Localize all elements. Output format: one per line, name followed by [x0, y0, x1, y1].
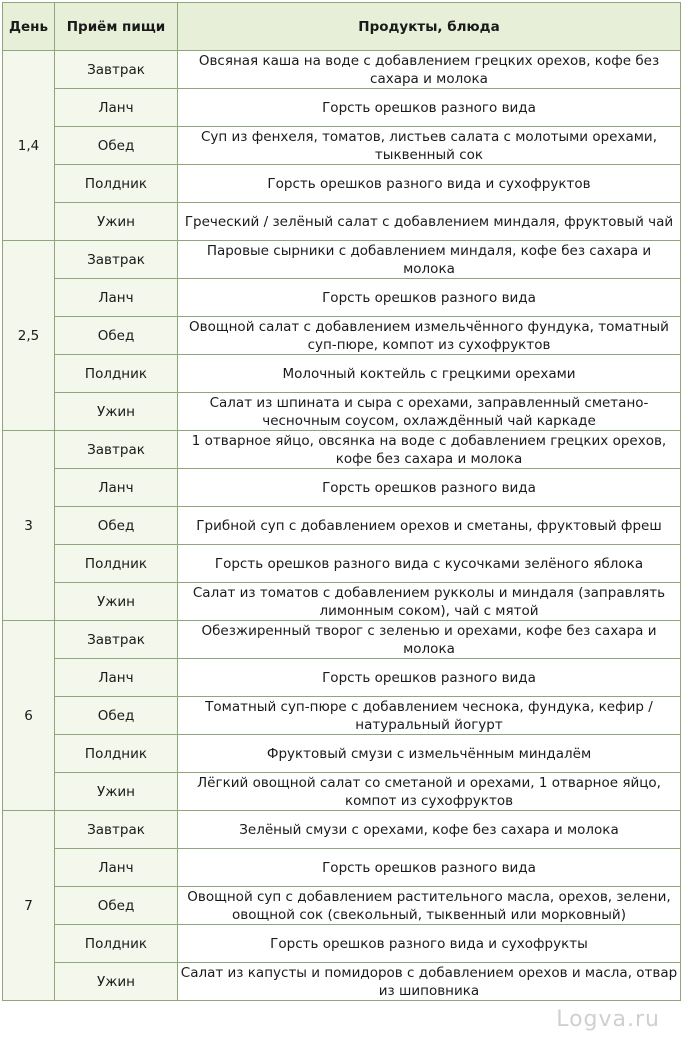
table-row	[3, 735, 681, 773]
meal-cell: Обед	[55, 887, 178, 925]
food-cell: Горсть орешков разного вида и сухофруктов	[178, 165, 681, 203]
meal-cell: Ланч	[55, 469, 178, 507]
header-food: Продукты, блюда	[178, 3, 681, 51]
meal-cell: Ланч	[55, 89, 178, 127]
food-cell: Овсяная каша на воде с добавлением грецких орехов, кофе без сахара и молока	[178, 51, 681, 89]
food-cell: Обезжиренный творог с зеленью и орехами, кофе без сахара и молока	[178, 621, 681, 659]
meal-cell: Завтрак	[55, 241, 178, 279]
food-cell: Томатный суп-пюре с добавлением чеснока, фундука, кефир / натуральный йогурт	[178, 697, 681, 735]
meal-cell: Полдник	[55, 925, 178, 963]
table-row	[3, 849, 681, 887]
table-row	[3, 431, 681, 469]
table-row	[3, 925, 681, 963]
table-row	[3, 165, 681, 203]
table-row	[3, 887, 681, 925]
meal-cell: Ужин	[55, 773, 178, 811]
table-row	[3, 127, 681, 165]
table-row	[3, 279, 681, 317]
day-cell: 7	[3, 811, 55, 1001]
meal-cell: Обед	[55, 127, 178, 165]
meal-cell: Полдник	[55, 545, 178, 583]
table-row	[3, 89, 681, 127]
table-row	[3, 963, 681, 1001]
table-row	[3, 317, 681, 355]
food-cell: Зелёный смузи с орехами, кофе без сахара и молока	[178, 811, 681, 849]
table-body	[3, 51, 681, 1001]
food-cell: Салат из томатов с добавлением рукколы и миндаля (заправлять лимонным соком), чай с мятой	[178, 583, 681, 621]
table-row	[3, 811, 681, 849]
meal-cell: Завтрак	[55, 621, 178, 659]
meal-cell: Обед	[55, 317, 178, 355]
table-row	[3, 393, 681, 431]
table-row	[3, 773, 681, 811]
meal-cell: Обед	[55, 697, 178, 735]
day-cell: 2,5	[3, 241, 55, 431]
table-row	[3, 621, 681, 659]
food-cell: Салат из шпината и сыра с орехами, заправленный сметано-чесночным соусом, охлаждённый чай каркаде	[178, 393, 681, 431]
table-header-row	[3, 3, 681, 51]
food-cell: Горсть орешков разного вида и сухофрукты	[178, 925, 681, 963]
meal-cell: Завтрак	[55, 51, 178, 89]
food-cell: Горсть орешков разного вида	[178, 279, 681, 317]
meal-cell: Ланч	[55, 849, 178, 887]
food-cell: Греческий / зелёный салат с добавлением миндаля, фруктовый чай	[178, 203, 681, 241]
food-cell: Грибной суп с добавлением орехов и сметаны, фруктовый фреш	[178, 507, 681, 545]
meal-cell: Ланч	[55, 659, 178, 697]
food-cell: Овощной салат с добавлением измельчённого фундука, томатный суп-пюре, компот из сухофруктов	[178, 317, 681, 355]
food-cell: Горсть орешков разного вида с кусочками зелёного яблока	[178, 545, 681, 583]
table-row	[3, 545, 681, 583]
food-cell: Лёгкий овощной салат со сметаной и орехами, 1 отварное яйцо, компот из сухофруктов	[178, 773, 681, 811]
meal-cell: Ужин	[55, 583, 178, 621]
table-row	[3, 697, 681, 735]
meal-cell: Полдник	[55, 735, 178, 773]
food-cell: Овощной суп с добавлением растительного масла, орехов, зелени, овощной сок (свекольный, тыквенный или морковный)	[178, 887, 681, 925]
meal-cell: Обед	[55, 507, 178, 545]
table-row	[3, 241, 681, 279]
table-row	[3, 507, 681, 545]
food-cell: Горсть орешков разного вида	[178, 849, 681, 887]
meal-cell: Полдник	[55, 355, 178, 393]
food-cell: Горсть орешков разного вида	[178, 469, 681, 507]
table-row	[3, 355, 681, 393]
day-cell: 1,4	[3, 51, 55, 241]
day-cell: 3	[3, 431, 55, 621]
meal-cell: Завтрак	[55, 811, 178, 849]
table-row	[3, 469, 681, 507]
meal-cell: Завтрак	[55, 431, 178, 469]
food-cell: Салат из капусты и помидоров с добавлением орехов и масла, отвар из шиповника	[178, 963, 681, 1001]
meal-cell: Полдник	[55, 165, 178, 203]
day-cell: 6	[3, 621, 55, 811]
table-row	[3, 203, 681, 241]
header-meal: Приём пищи	[55, 3, 178, 51]
meal-cell: Ужин	[55, 203, 178, 241]
food-cell: Паровые сырники с добавлением миндаля, кофе без сахара и молока	[178, 241, 681, 279]
table-row	[3, 583, 681, 621]
meal-cell: Ужин	[55, 963, 178, 1001]
food-cell: Молочный коктейль с грецкими орехами	[178, 355, 681, 393]
table-row	[3, 659, 681, 697]
food-cell: Горсть орешков разного вида	[178, 659, 681, 697]
table-row	[3, 51, 681, 89]
meal-cell: Ланч	[55, 279, 178, 317]
meal-cell: Ужин	[55, 393, 178, 431]
food-cell: 1 отварное яйцо, овсянка на воде с добавлением грецких орехов, кофе без сахара и молока	[178, 431, 681, 469]
diet-table	[2, 2, 681, 1001]
food-cell: Фруктовый смузи с измельчённым миндалём	[178, 735, 681, 773]
food-cell: Суп из фенхеля, томатов, листьев салата с молотыми орехами, тыквенный сок	[178, 127, 681, 165]
watermark-logo: Logva.ru	[556, 1007, 660, 1032]
header-day: День	[3, 3, 55, 51]
food-cell: Горсть орешков разного вида	[178, 89, 681, 127]
